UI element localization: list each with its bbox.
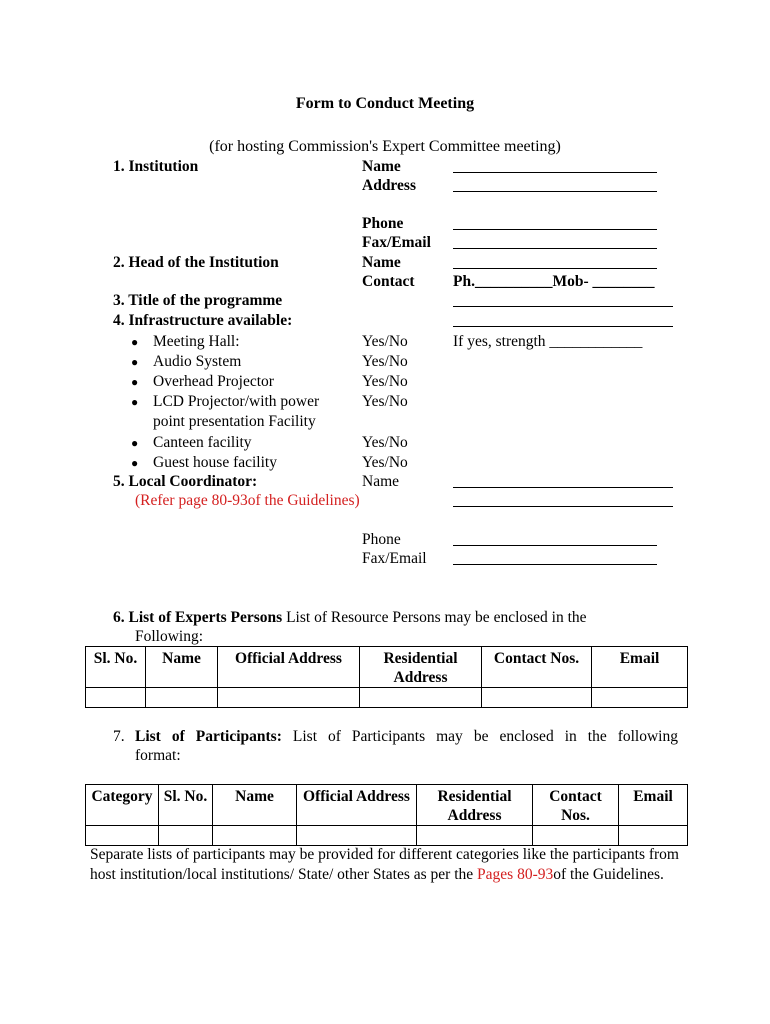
table-cell[interactable] <box>619 826 688 846</box>
head-contact-label: Contact <box>362 273 415 290</box>
section6-label: 6. List of Experts Persons <box>113 609 283 626</box>
table-cell[interactable] <box>146 688 218 708</box>
infra-canteen-value[interactable]: Yes/No <box>362 434 408 451</box>
table-cell[interactable] <box>218 688 360 708</box>
institution-name-label: Name <box>362 158 401 175</box>
table-cell[interactable] <box>86 826 159 846</box>
infra-canteen: Canteen facility <box>153 434 252 451</box>
experts-header-email: Email <box>592 647 688 688</box>
institution-address-field[interactable] <box>453 178 657 192</box>
page-title: Form to Conduct Meeting <box>295 95 475 112</box>
table-cell[interactable] <box>213 826 297 846</box>
infrastructure-field[interactable] <box>453 313 673 327</box>
table-cell[interactable] <box>360 688 482 708</box>
participants-table <box>85 784 688 846</box>
participants-table-header <box>86 785 688 826</box>
institution-name-field[interactable] <box>453 159 657 173</box>
infra-lcd-projector: LCD Projector/with power <box>153 393 320 410</box>
table-cell[interactable] <box>592 688 688 708</box>
coordinator-name-label: Name <box>362 473 400 490</box>
bullet-icon: ● <box>131 375 139 389</box>
section5-label: 5. Local Coordinator: <box>113 473 258 490</box>
infra-lcd-projector-value[interactable]: Yes/No <box>362 393 408 410</box>
section4-label: 4. Infrastructure available: <box>113 312 293 329</box>
infra-guest-house-value[interactable]: Yes/No <box>362 454 408 471</box>
bullet-icon: ● <box>131 395 139 409</box>
section7-text-line2: format: <box>135 747 181 764</box>
table-cell[interactable] <box>482 688 592 708</box>
table-cell[interactable] <box>297 826 417 846</box>
guidelines-reference: (Refer page 80-93of the Guidelines) <box>135 492 360 509</box>
section7-number: 7. <box>113 728 125 745</box>
meeting-hall-strength[interactable]: If yes, strength ____________ <box>453 333 643 350</box>
section7-text: List of Participants may be enclosed in the following <box>281 728 678 745</box>
section6-heading <box>113 610 587 626</box>
bullet-icon: ● <box>131 355 139 369</box>
table-cell[interactable] <box>533 826 619 846</box>
section1-label: 1. Institution <box>113 158 199 175</box>
participants-header-official-address: Official Address <box>297 785 417 826</box>
page-subtitle: (for hosting Commission's Expert Committee meeting) <box>209 138 561 155</box>
head-contact-field[interactable]: Ph.__________Mob- ________ <box>453 273 655 290</box>
table-cell[interactable] <box>417 826 533 846</box>
section7-label: List of Participants: <box>135 728 282 745</box>
footer-text: Separate lists of participants may be provided for different categories like the participants from host institution/local institutions/ State/ other States as per the <box>90 846 679 883</box>
infra-lcd-projector-line2: point presentation Facility <box>153 413 316 430</box>
participants-header-contact: Contact Nos. <box>533 785 619 826</box>
infra-meeting-hall-value[interactable]: Yes/No <box>362 333 408 350</box>
table-cell[interactable] <box>159 826 213 846</box>
section6-text-line2: Following: <box>135 628 204 645</box>
coordinator-phone-label: Phone <box>362 531 401 548</box>
infra-guest-house: Guest house facility <box>153 454 277 471</box>
section7-heading <box>135 729 678 745</box>
section2-label: 2. Head of the Institution <box>113 254 279 271</box>
participants-header-name: Name <box>213 785 297 826</box>
institution-faxemail-field[interactable] <box>453 235 657 249</box>
participants-header-slno: Sl. No. <box>159 785 213 826</box>
infra-overhead-projector: Overhead Projector <box>153 373 274 390</box>
experts-header-name: Name <box>146 647 218 688</box>
participants-header-email: Email <box>619 785 688 826</box>
infra-meeting-hall: Meeting Hall: <box>153 333 240 350</box>
coordinator-faxemail-field[interactable] <box>453 551 657 565</box>
experts-header-slno: Sl. No. <box>86 647 146 688</box>
infra-audio-system: Audio System <box>153 353 242 370</box>
participants-header-category: Category <box>86 785 159 826</box>
coordinator-faxemail-label: Fax/Email <box>362 550 427 567</box>
coordinator-name-field[interactable] <box>453 474 673 488</box>
institution-faxemail-label: Fax/Email <box>362 234 431 251</box>
table-cell[interactable] <box>86 688 146 708</box>
infra-overhead-projector-value[interactable]: Yes/No <box>362 373 408 390</box>
experts-table <box>85 646 688 708</box>
coordinator-name-field-2[interactable] <box>453 493 673 507</box>
footer-text-end: of the Guidelines. <box>553 865 664 883</box>
experts-table-header <box>86 647 688 688</box>
footer-guidelines-reference: Pages 80-93 <box>477 865 554 883</box>
participants-header-residential-address: Residential Address <box>417 785 533 826</box>
bullet-icon: ● <box>131 456 139 470</box>
institution-phone-label: Phone <box>362 215 404 232</box>
institution-phone-field[interactable] <box>453 216 657 230</box>
head-name-label: Name <box>362 254 401 271</box>
section6-text: List of Resource Persons may be enclosed in the <box>282 609 587 626</box>
experts-header-official-address: Official Address <box>218 647 360 688</box>
experts-header-residential-address: Residential Address <box>360 647 482 688</box>
infra-audio-system-value[interactable]: Yes/No <box>362 353 408 370</box>
section3-label: 3. Title of the programme <box>113 292 283 309</box>
institution-address-label: Address <box>362 177 416 194</box>
table-row <box>86 688 688 708</box>
coordinator-phone-field[interactable] <box>453 532 657 546</box>
bullet-icon: ● <box>131 436 139 450</box>
footer-note <box>90 845 679 884</box>
head-name-field[interactable] <box>453 255 657 269</box>
table-row <box>86 826 688 846</box>
programme-title-field[interactable] <box>453 293 673 307</box>
experts-header-contact: Contact Nos. <box>482 647 592 688</box>
bullet-icon: ● <box>131 335 139 349</box>
